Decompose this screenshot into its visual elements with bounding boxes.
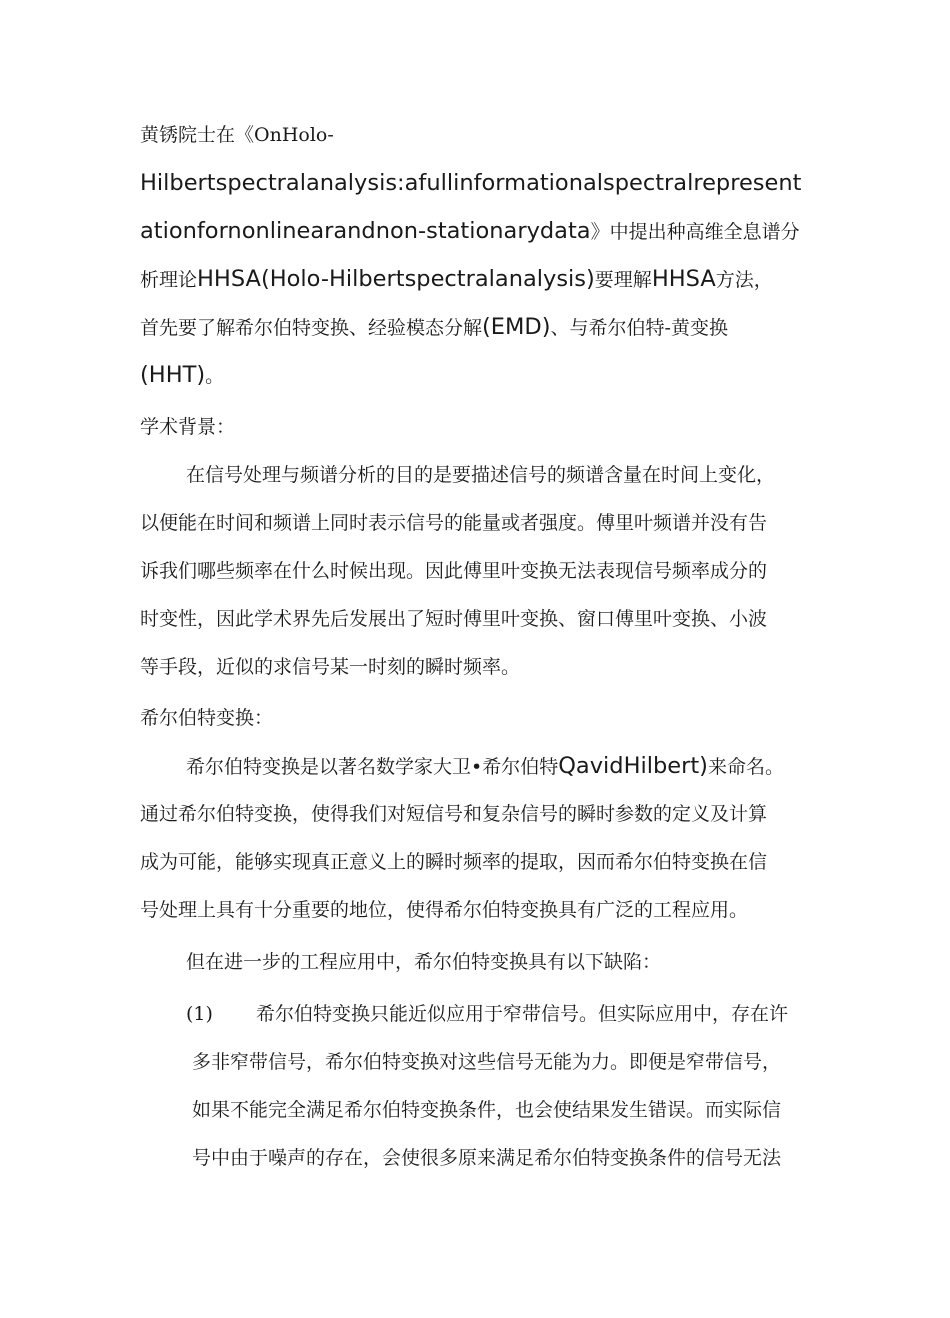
hhsa-term: HHSA(Holo-Hilbertspectralanalysis)	[197, 266, 595, 292]
background-line-5: 等手段，近似的求信号某一时刻的瞬时频率。	[140, 656, 521, 678]
hilbert-line-2: 通过希尔伯特变换，使得我们对短信号和复杂信号的瞬时参数的定义及计算	[140, 803, 768, 825]
intro-line-4-a: 析理论	[140, 269, 198, 291]
background-line-4: 时变性，因此学术界先后发展出了短时傅里叶变换、窗口傅里叶变换、小波	[140, 608, 768, 630]
list-item-1-text: 希尔伯特变换只能近似应用于窄带信号。但实际应用中，存在许	[256, 1003, 789, 1025]
background-section	[140, 403, 820, 691]
hilbert-line-1-c: 来命名。	[707, 756, 784, 778]
intro-line-1	[140, 111, 820, 159]
intro-line-4	[140, 255, 820, 303]
intro-line-4-e: 方法，	[715, 269, 773, 291]
list-item-number: (1)	[186, 1003, 213, 1025]
hht-abbr: (HHT)	[140, 362, 206, 388]
hilbert-line-4: 号处理上具有十分重要的地位，使得希尔伯特变换具有广泛的工程应用。	[140, 899, 749, 921]
hilbert-line-1	[140, 742, 820, 790]
intro-line-5	[140, 303, 820, 351]
intro-line-1-text: 黄锈院士在《OnHolo-	[140, 124, 334, 146]
intro-line-5-c: 、与希尔伯特-黄变换	[550, 317, 728, 339]
intro-line-2: Hilbertspectralanalysis:afullinformationalspectralrepresent	[140, 170, 802, 196]
hilbert-heading: 希尔伯特变换：	[140, 707, 274, 729]
hilbert-section	[140, 694, 820, 1182]
intro-line-5-a: 首先要了解希尔伯特变换、经验模态分解	[140, 317, 483, 339]
background-line-2: 以便能在时间和频谱上同时表示信号的能量或者强度。傅里叶频谱并没有告	[140, 512, 768, 534]
background-line-1: 在信号处理与频谱分析的目的是要描述信号的频谱含量在时间上变化，	[186, 464, 776, 486]
list-item-1-first-line	[140, 990, 820, 1038]
hilbert-line-3: 成为可能，能够实现真正意义上的瞬时频率的提取，因而希尔伯特变换在信	[140, 851, 768, 873]
intro-line-3	[140, 207, 820, 255]
list-item-1-line-3: 如果不能完全满足希尔伯特变换条件，也会使结果发生错误。而实际信	[192, 1099, 782, 1121]
defects-intro: 但在进一步的工程应用中，希尔伯特变换具有以下缺陷：	[186, 951, 662, 973]
hhsa-abbr: HHSA	[651, 266, 716, 292]
emd-abbr: (EMD)	[482, 314, 551, 340]
intro-line-3-text: 》中提出种高维全息谱分	[590, 221, 800, 243]
hilbert-name-latin: QavidHilbert)	[558, 753, 708, 779]
background-line-3: 诉我们哪些频率在什么时候出现。因此傅里叶变换无法表现信号频率成分的	[140, 560, 768, 582]
intro-paragraph	[140, 111, 820, 399]
intro-line-6-b: 。	[205, 365, 225, 387]
list-item-1-line-4: 号中由于噪声的存在，会使很多原来满足希尔伯特变换条件的信号无法	[192, 1147, 782, 1169]
background-heading: 学术背景：	[140, 416, 236, 438]
paper-title-tail: ationfornonlinearandnon-stationarydata	[140, 218, 591, 244]
intro-line-4-c: 要理解	[594, 269, 652, 291]
list-item-1-line-2: 多非窄带信号，希尔伯特变换对这些信号无能为力。即便是窄带信号，	[192, 1051, 782, 1073]
intro-line-6	[140, 351, 820, 399]
hilbert-line-1-a: 希尔伯特变换是以著名数学家大卫•希尔伯特	[186, 756, 559, 778]
